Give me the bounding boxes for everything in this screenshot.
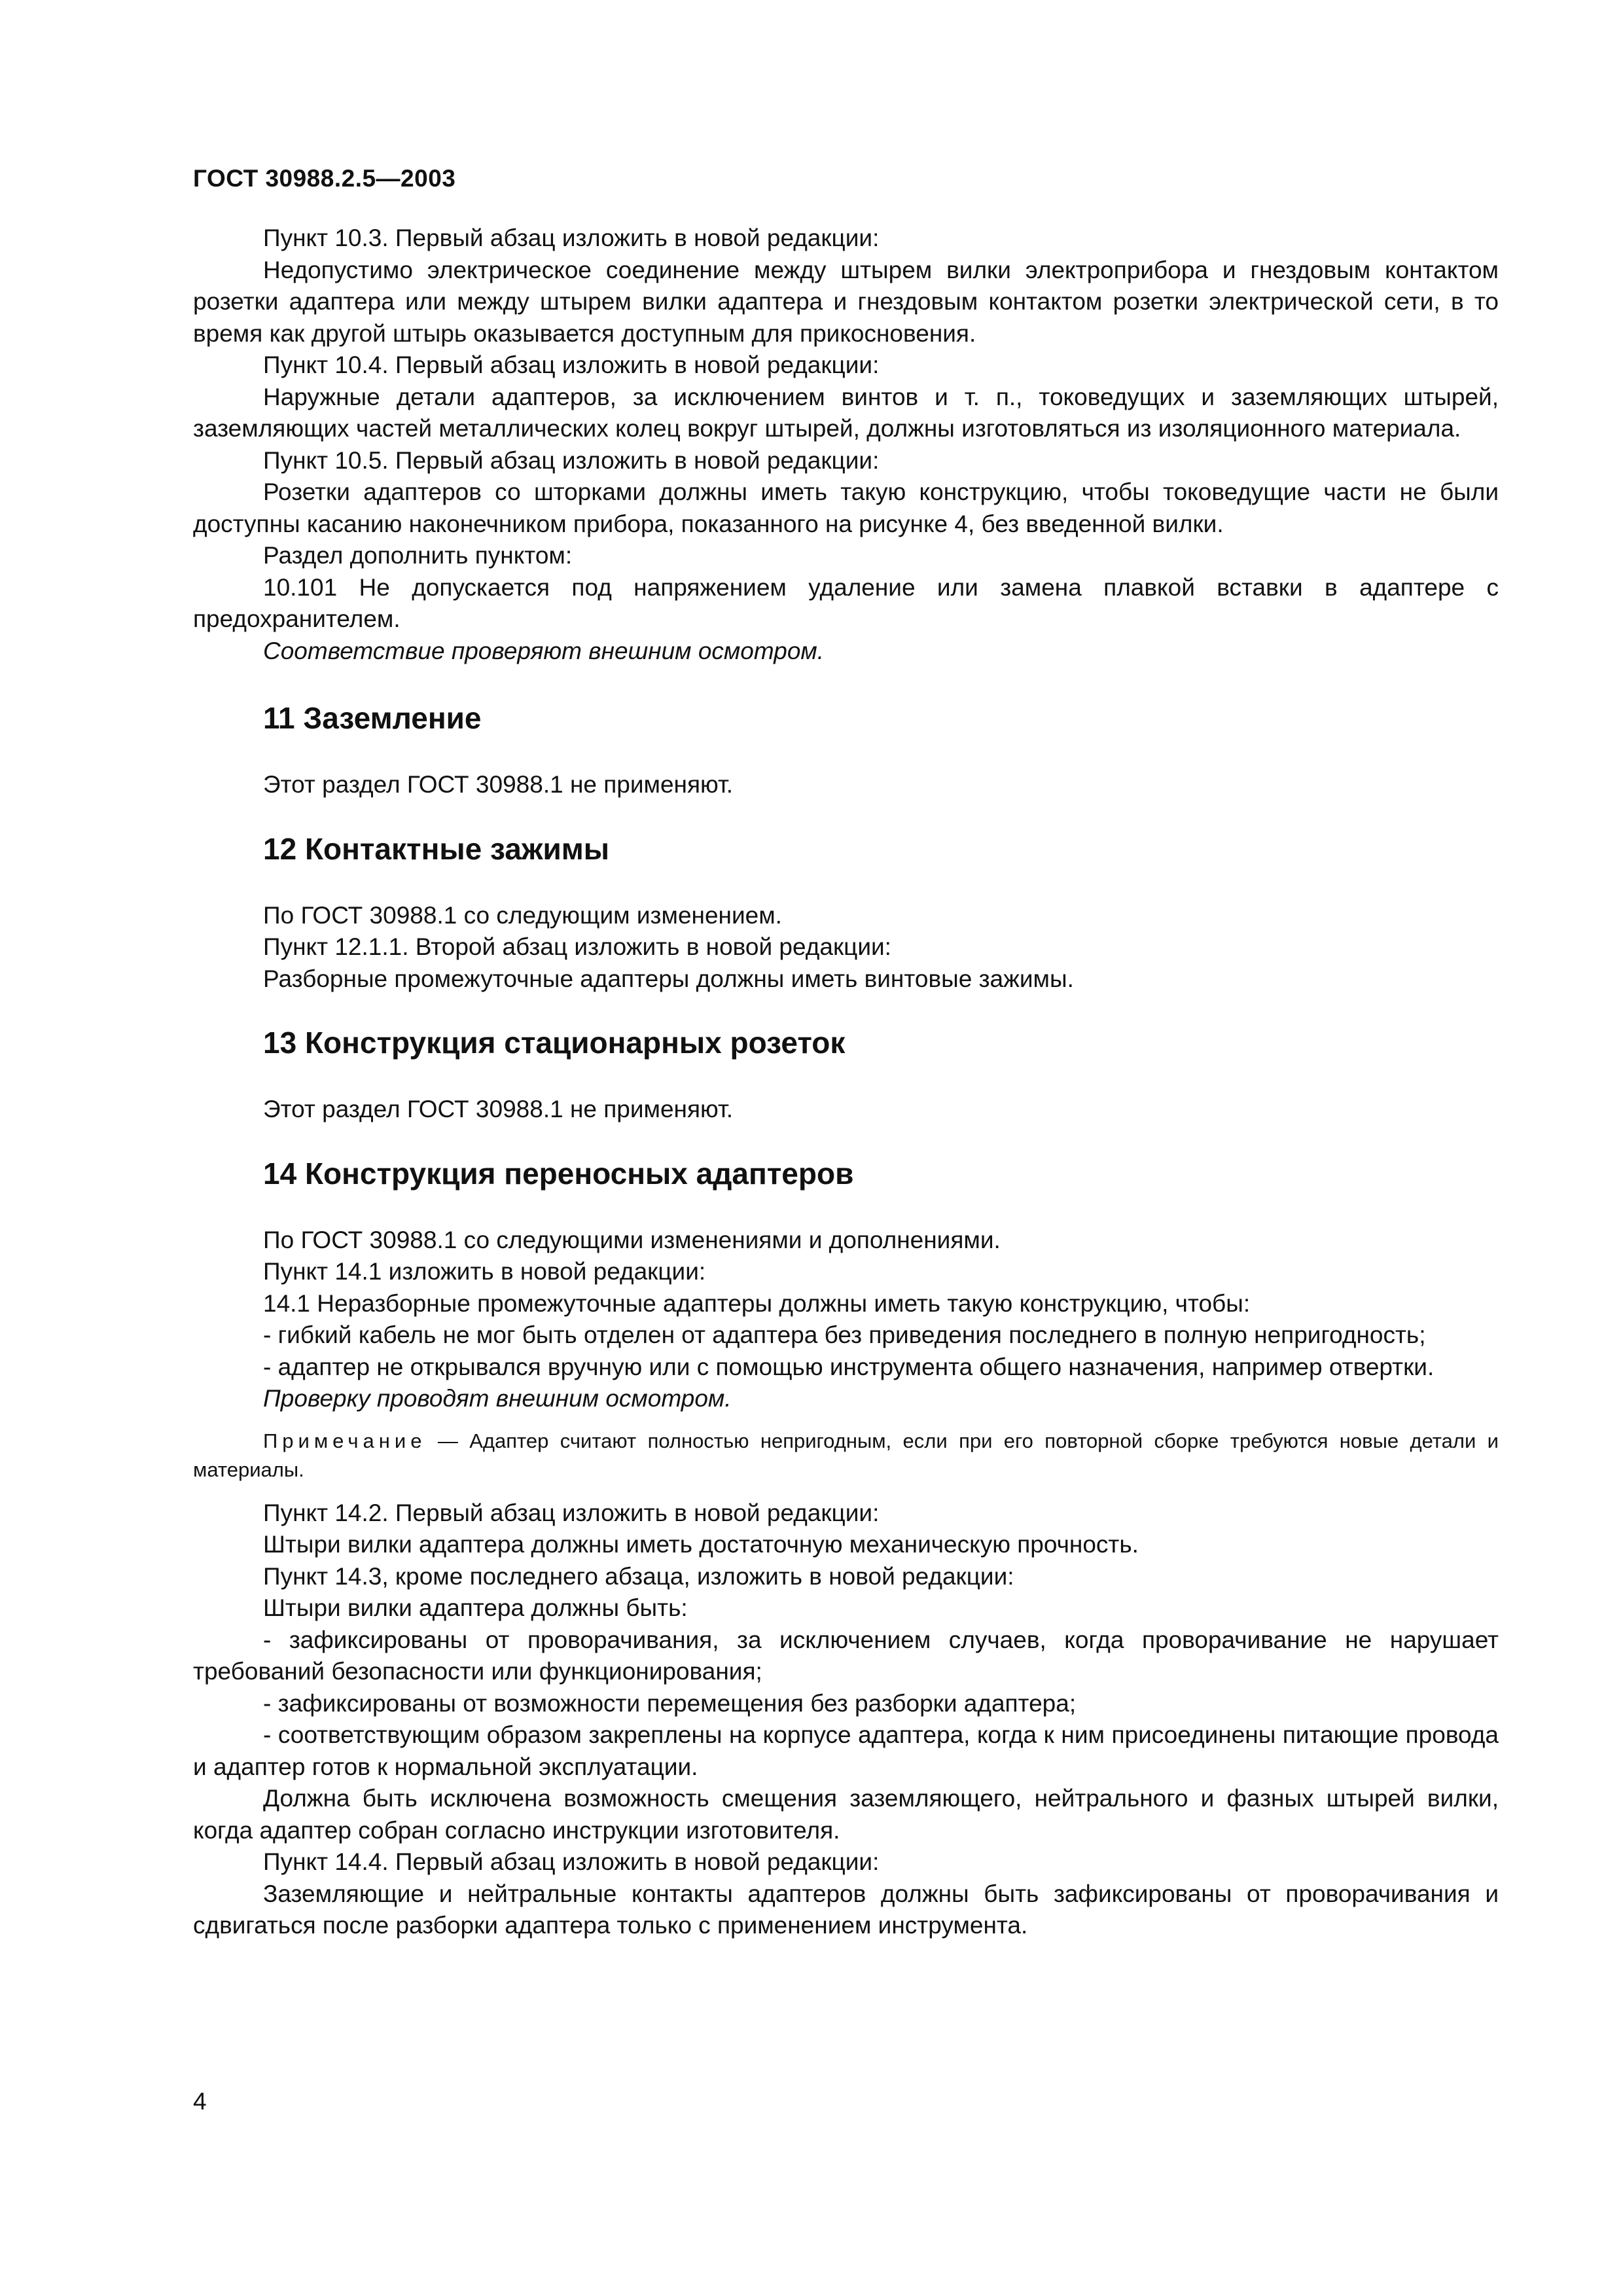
section-heading: 13 Конструкция стационарных розеток <box>263 1026 846 1060</box>
paragraph: Штыри вилки адаптера должны иметь достаточную механическую прочность. <box>263 1531 1139 1558</box>
italic-paragraph: Проверку проводят внешним осмотром. <box>263 1385 732 1412</box>
paragraph: Пункт 10.3. Первый абзац изложить в новой редакции: <box>263 224 880 251</box>
paragraph: 14.1 Неразборные промежуточные адаптеры должны иметь такую конструкцию, чтобы: <box>263 1289 1251 1317</box>
list-item: - зафиксированы от проворачивания, за исключением случаев, когда проворачивание не нарушает требований безопасности или функционирования; <box>193 1626 1499 1685</box>
italic-paragraph: Соответствие проверяют внешним осмотром. <box>263 637 825 664</box>
paragraph: Пункт 14.4. Первый абзац изложить в новой редакции: <box>263 1848 880 1875</box>
paragraph: Должна быть исключена возможность смещения заземляющего, нейтрального и фазных штырей вилки, когда адаптер собран согласно инструкции изготовителя. <box>193 1785 1499 1844</box>
document-body <box>193 223 1499 1942</box>
paragraph: Недопустимо электрическое соединение между штырем вилки электроприбора и гнездовым контактом розетки адаптера или между штырем вилки адаптера и гнездовым контактом розетки электрической сети, в то время как другой штырь оказывается доступным для прикосновения. <box>193 256 1499 347</box>
paragraph: По ГОСТ 30988.1 со следующим изменением. <box>263 901 782 929</box>
paragraph: Раздел дополнить пунктом: <box>263 542 573 569</box>
page-number: 4 <box>193 2088 207 2115</box>
paragraph: Заземляющие и нейтральные контакты адаптеров должны быть зафиксированы от проворачивания и сдвигаться после разборки адаптера только с применением инструмента. <box>193 1880 1499 1939</box>
paragraph: Разборные промежуточные адаптеры должны иметь винтовые зажимы. <box>263 965 1074 992</box>
paragraph: Штыри вилки адаптера должны быть: <box>263 1594 688 1621</box>
note <box>193 1427 1499 1484</box>
section-heading: 14 Конструкция переносных адаптеров <box>263 1156 854 1191</box>
paragraph: Пункт 10.5. Первый абзац изложить в новой редакции: <box>263 446 880 474</box>
paragraph: Этот раздел ГОСТ 30988.1 не применяют. <box>263 771 734 798</box>
list-item: - соответствующим образом закреплены на корпусе адаптера, когда к ним присоединены питающие провода и адаптер готов к нормальной эксплуатации. <box>193 1721 1499 1780</box>
list-item: - гибкий кабель не мог быть отделен от адаптера без приведения последнего в полную непригодность; <box>263 1321 1426 1348</box>
paragraph: Пункт 12.1.1. Второй абзац изложить в новой редакции: <box>263 933 891 960</box>
paragraph: Пункт 14.2. Первый абзац изложить в новой редакции: <box>263 1499 880 1526</box>
paragraph: По ГОСТ 30988.1 со следующими изменениями и дополнениями. <box>263 1226 1001 1253</box>
section-heading: 11 Заземление <box>263 701 482 735</box>
note-text: — Адаптер считают полностью непригодным, если при его повторной сборке требуются новые детали и материалы. <box>193 1429 1499 1481</box>
document-header: ГОСТ 30988.2.5—2003 <box>193 165 456 192</box>
list-item: - зафиксированы от возможности перемещения без разборки адаптера; <box>263 1689 1077 1717</box>
paragraph: 10.101 Не допускается под напряжением удаление или замена плавкой вставки в адаптере с предохранителем. <box>193 573 1499 632</box>
list-item: - адаптер не открывался вручную или с помощью инструмента общего назначения, например отвертки. <box>263 1353 1435 1380</box>
paragraph: Пункт 14.3, кроме последнего абзаца, изложить в новой редакции: <box>263 1562 1014 1590</box>
paragraph: Этот раздел ГОСТ 30988.1 не применяют. <box>263 1096 734 1122</box>
paragraph: Розетки адаптеров со шторками должны иметь такую конструкцию, чтобы токоведущие части не были доступны касанию наконечником прибора, показанного на рисунке 4, без введенной вилки. <box>193 478 1499 537</box>
note-label: Примечание <box>263 1429 427 1452</box>
paragraph: Наружные детали адаптеров, за исключением винтов и т. п., токоведущих и заземляющих штырей, заземляющих частей металлических колец вокруг штырей, должны изготовляться из изоляционного материала. <box>193 383 1499 442</box>
paragraph: Пункт 14.1 изложить в новой редакции: <box>263 1258 706 1285</box>
section-heading: 12 Контактные зажимы <box>263 831 610 866</box>
paragraph: Пункт 10.4. Первый абзац изложить в новой редакции: <box>263 351 880 378</box>
